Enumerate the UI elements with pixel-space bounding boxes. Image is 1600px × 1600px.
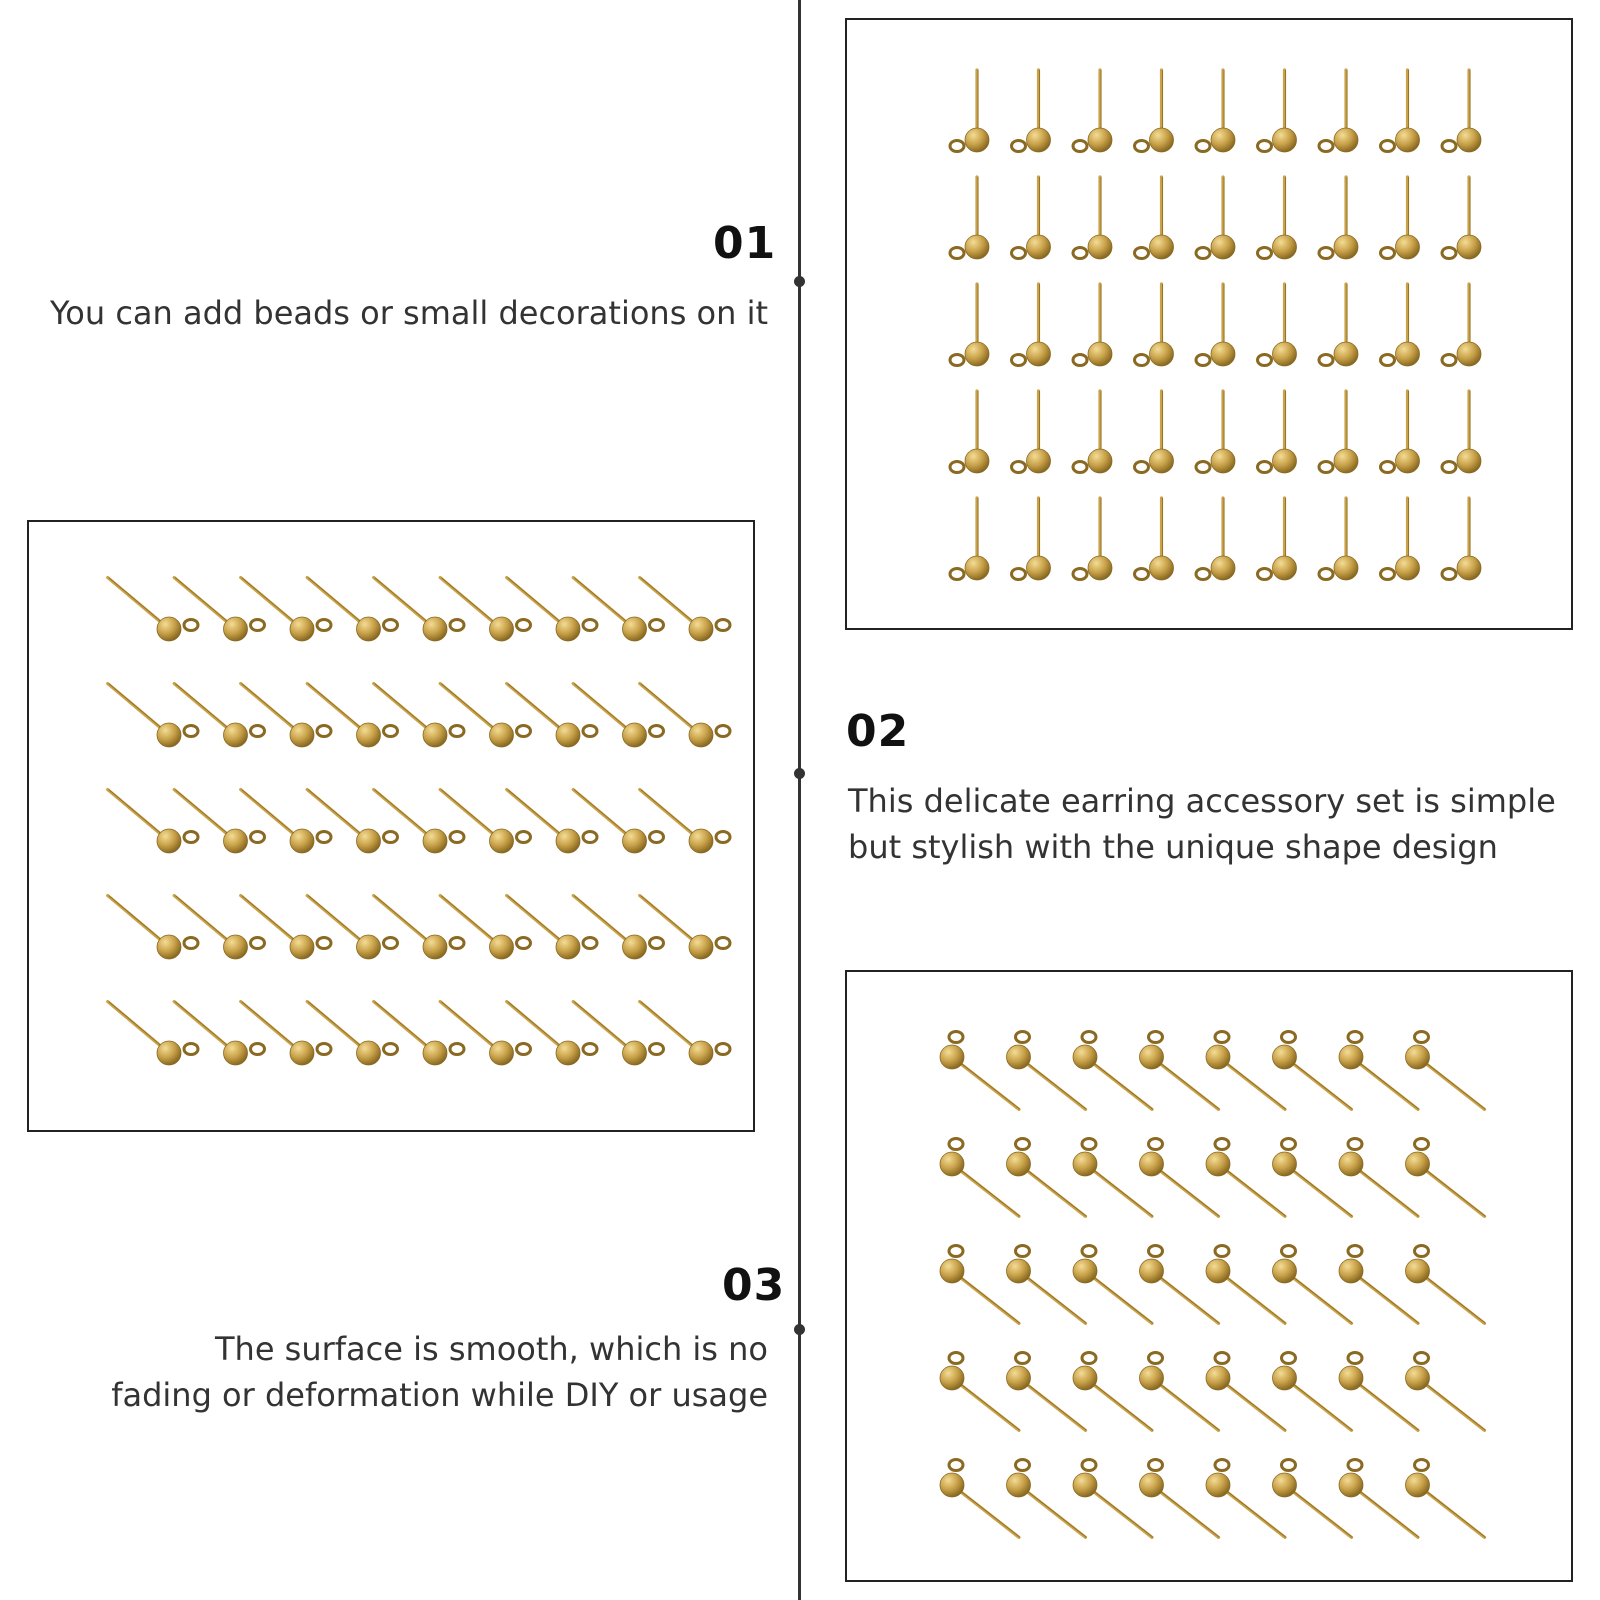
section-text-02-line2: but stylish with the unique shape design (848, 828, 1498, 866)
product-image-upright-studs (845, 18, 1573, 630)
earring-stud (1381, 70, 1420, 152)
earring-stud (1012, 391, 1051, 473)
earring-stud (940, 1139, 1020, 1217)
earring-stud (1319, 498, 1358, 580)
earring-stud (1007, 1139, 1087, 1217)
earring-stud (1196, 391, 1235, 473)
earring-stud (1206, 1353, 1286, 1431)
earring-stud (1406, 1460, 1486, 1538)
earring-stud (1140, 1353, 1220, 1431)
earring-stud (1135, 498, 1174, 580)
timeline-dot-01 (794, 276, 805, 287)
earring-stud (1196, 177, 1235, 259)
earring-stud (1073, 1139, 1153, 1217)
earring-stud (1073, 70, 1112, 152)
earring-stud (1381, 177, 1420, 259)
section-text-02-line1: This delicate earring accessory set is simple (848, 782, 1556, 820)
section-text-03-line1: The surface is smooth, which is no (214, 1330, 768, 1368)
timeline-line (798, 0, 801, 1600)
product-image-diagonal-right-studs (845, 970, 1573, 1582)
earring-stud (1442, 391, 1481, 473)
earring-stud (1381, 284, 1420, 366)
earring-stud (1258, 284, 1297, 366)
product-image-diagonal-left-studs (27, 520, 755, 1132)
earring-stud (950, 498, 989, 580)
earring-stud (950, 284, 989, 366)
earring-stud (1442, 284, 1481, 366)
earring-studs-grid-diagonal-right (847, 972, 1573, 1582)
section-number-03: 03 (722, 1260, 786, 1311)
timeline-dot-03 (794, 1324, 805, 1335)
earring-stud (1273, 1460, 1353, 1538)
earring-stud (1196, 284, 1235, 366)
earring-stud (1206, 1460, 1286, 1538)
earring-stud (940, 1032, 1020, 1110)
earring-stud (950, 70, 989, 152)
earring-stud (1273, 1246, 1353, 1324)
timeline-dot-02 (794, 768, 805, 779)
earring-stud (1339, 1139, 1419, 1217)
earring-stud (1012, 177, 1051, 259)
earring-stud (1073, 391, 1112, 473)
earring-stud (1319, 284, 1358, 366)
earring-stud (1406, 1246, 1486, 1324)
earring-stud (1007, 1032, 1087, 1110)
earring-stud (950, 391, 989, 473)
earring-stud (1073, 177, 1112, 259)
earring-stud (1135, 284, 1174, 366)
earring-stud (940, 1460, 1020, 1538)
earring-stud (1442, 177, 1481, 259)
earring-stud (1206, 1032, 1286, 1110)
earring-stud (1073, 1032, 1153, 1110)
earring-stud (1406, 1353, 1486, 1431)
earring-stud (1012, 70, 1051, 152)
earring-stud (1135, 70, 1174, 152)
earring-stud (1073, 1246, 1153, 1324)
earring-stud (1206, 1246, 1286, 1324)
earring-stud (1339, 1460, 1419, 1538)
earring-stud (1140, 1460, 1220, 1538)
earring-stud (1007, 1246, 1087, 1324)
earring-stud (1196, 70, 1235, 152)
earring-stud (1073, 498, 1112, 580)
section-text-03 (111, 1326, 768, 1418)
earring-stud (1135, 177, 1174, 259)
earring-stud (1339, 1353, 1419, 1431)
section-number-01: 01 (713, 218, 777, 269)
earring-stud (1442, 498, 1481, 580)
earring-stud (1012, 284, 1051, 366)
earring-stud (1319, 391, 1358, 473)
earring-studs-grid-diagonal-left (29, 522, 755, 1132)
earring-stud (1140, 1246, 1220, 1324)
earring-stud (1007, 1353, 1087, 1431)
earring-stud (1258, 70, 1297, 152)
earring-stud (1319, 70, 1358, 152)
earring-stud (1073, 1353, 1153, 1431)
section-text-03-line2: fading or deformation while DIY or usage (111, 1376, 768, 1414)
earring-stud (1406, 1032, 1486, 1110)
earring-stud (1339, 1032, 1419, 1110)
earring-stud (940, 1353, 1020, 1431)
earring-stud (1140, 1032, 1220, 1110)
earring-stud (1007, 1460, 1087, 1538)
earring-stud (1442, 70, 1481, 152)
earring-stud (1206, 1139, 1286, 1217)
earring-stud (1073, 1460, 1153, 1538)
earring-stud (1135, 391, 1174, 473)
earring-stud (1381, 391, 1420, 473)
section-text-01: You can add beads or small decorations on it (49, 294, 768, 332)
earring-stud (1258, 498, 1297, 580)
earring-stud (1258, 391, 1297, 473)
section-number-02: 02 (846, 706, 910, 757)
earring-stud (1273, 1032, 1353, 1110)
earring-stud (1258, 177, 1297, 259)
earring-stud (940, 1246, 1020, 1324)
earring-studs-grid-upright (847, 20, 1573, 630)
earring-stud (950, 177, 989, 259)
earring-stud (1381, 498, 1420, 580)
earring-stud (1273, 1353, 1353, 1431)
earring-stud (1012, 498, 1051, 580)
earring-stud (1140, 1139, 1220, 1217)
earring-stud (1406, 1139, 1486, 1217)
section-text-02 (848, 778, 1556, 870)
earring-stud (1339, 1246, 1419, 1324)
earring-stud (1273, 1139, 1353, 1217)
earring-stud (1319, 177, 1358, 259)
earring-stud (1196, 498, 1235, 580)
earring-stud (1073, 284, 1112, 366)
